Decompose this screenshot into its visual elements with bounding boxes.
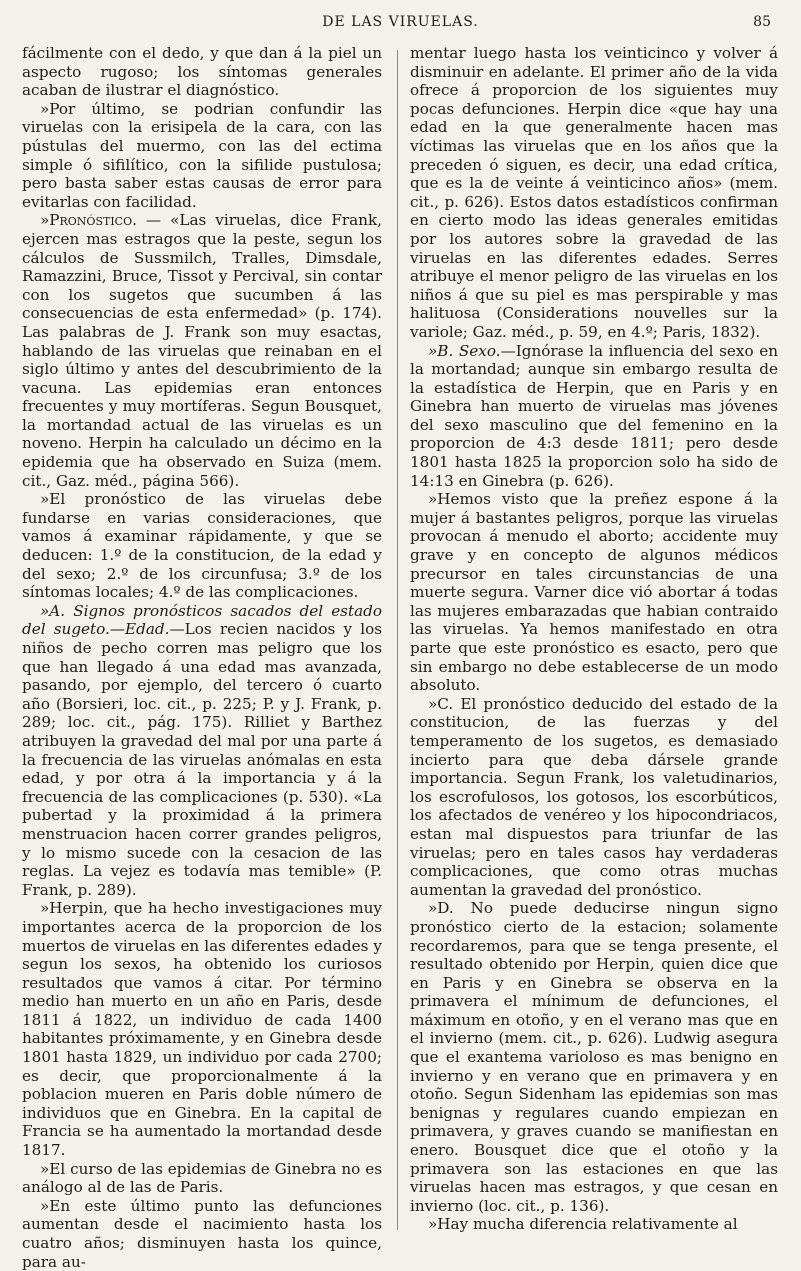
left-column — [22, 44, 382, 1271]
column-divider — [397, 50, 398, 1230]
paragraph — [22, 602, 382, 900]
running-header — [0, 8, 801, 38]
subsection-heading: »A. Signos pronósticos sacados del estado del sugeto.—Edad. — [22, 601, 382, 639]
paragraph-text: —Los recien nacidos y los niños de pecho corren mas peligro que los que han llegado á una edad mas avanzada, pasando, por ejemplo, del tercero ó cuarto año (Borsieri, loc. cit., p. 225; P. y J. Frank, p. 289; loc. cit., pág. 175). Rilliet y Barthez atribuyen la gravedad del mal por una parte á la frecuencia de las viruelas anómalas en esta edad, y por otra á la importancia y á la frecuencia de las complicaciones (p. 530). «La pubertad y la proximidad á la primera menstruacion hacen correr grandes peligros, y lo mismo sucede con la cesacion de las reglas. La vejez es todavía mas temible» (P. Frank, p. 289). — [22, 620, 383, 899]
paragraph — [22, 211, 382, 490]
right-column — [410, 44, 778, 1234]
paragraph: »Hay mucha diferencia relativamente al — [428, 1215, 738, 1234]
paragraph: »En este último punto las defunciones aumentan desde el nacimiento hasta los cuatro años; disminuyen hasta los quince, para au- — [22, 1196, 382, 1271]
paragraph: »El curso de las epidemias de Ginebra no es análogo al de las de Paris. — [22, 1159, 382, 1197]
paragraph: fácilmente con el dedo, y que dan á la piel un aspecto rugoso; los síntomas generales acaban de ilustrar el diagnóstico. — [22, 44, 382, 100]
paragraph — [410, 342, 778, 491]
paragraph: mentar luego hasta los veinticinco y volver á disminuir en adelante. El primer año de la vida ofrece á proporcion de los siguientes muy pocas defunciones. Herpin dice «que hay una edad en la que generalmente hacen mas víctimas las viruelas que en los años que la preceden ó siguen, es decir, una edad crítica, que es la de veinte á veinticinco años» (mem. cit., p. 626). Estos datos estadísticos confirman en cierto modo las ideas generales emitidas por los autores sobre la gravedad de las viruelas en las diferentes edades. Serres atribuye el menor peligro de las viruelas en los niños á que su piel es mas perspirable y mas halituosa (Considerations nouvelles sur la variole; Gaz. méd., p. 59, en 4.º; Paris, 1832). — [410, 44, 778, 341]
paragraph-text: —Ignórase la influencia del sexo en la mortandad; aunque sin embargo resulta de la estadística de Herpin, que en Paris y en Ginebra han muerto de viruelas mas jóvenes del sexo masculino que del femenino en la proporcion de 4:3 desde 1811; pero desde 1801 hasta 1825 la proporcion solo ha sido de 14:13 en Ginebra (p. 626). — [410, 341, 779, 490]
paragraph: »Hemos visto que la preñez espone á la mujer á bastantes peligros, porque las viruelas provocan á menudo el aborto; accidente muy grave y en concepto de algunos médicos precursor en tales circunstancias de una muerte segura. Varner dice vió abortar á todas las mujeres embarazadas que habian contraido las viruelas. Ya hemos manifestado en otra parte que este pronóstico es esacto, pero que sin embargo no debe establecerse de un modo absoluto. — [410, 490, 778, 695]
section-heading: »Pronóstico. — [40, 211, 137, 230]
paragraph: »El pronóstico de las viruelas debe fundarse en varias consideraciones, que vamos á examinar rápidamente, y que se deducen: 1.º de la constitucion, de la edad y del sexo; 2.º de los circunfusa; 3.º de los síntomas locales; 4.º de las complicaciones. — [22, 490, 382, 602]
page-number: 85 — [753, 14, 771, 30]
paragraph: »D. No puede deducirse ningun signo pronóstico cierto de la estacion; solamente recordaremos, para que se tenga presente, el resultado obtenido por Herpin, quien dice que en Paris y en Ginebra se observa en la primavera el mínimum de defunciones, el máximum en otoño, y en el verano mas que en el invierno (mem. cit., p. 626). Ludwig asegura que el exantema varioloso es mas benigno en invierno y en verano que en primavera y en otoño. Segun Sidenham las epidemias son mas benignas y regulares cuando empiezan en primavera, y graves cuando se manifiestan en enero. Bousquet dice que el otoño y la primavera son las estaciones en que las viruelas hacen mas estragos, y que cesan en invierno (loc. cit., p. 136). — [410, 899, 778, 1215]
paragraph-text: — «Las viruelas, dice Frank, ejercen mas estragos que la peste, segun los cálculos de Sussmilch, Tralles, Dimsdale, Ramazzini, Bruce, Tissot y Percival, sin contar con los sugetos que sucumben á las consecuencias de esta enfermedad» (p. 174). Las palabras de J. Frank son muy esactas, hablando de las viruelas que reinaban en el siglo último y antes del descubrimiento de la vacuna. Las epidemias eran entonces frecuentes y muy mortíferas. Segun Bousquet, la mortandad actual de las viruelas es un noveno. Herpin ha calculado un décimo en la epidemia que ha observado en Suiza (mem. cit., Gaz. méd., página 566). — [22, 211, 382, 490]
paragraph: »Por último, se podrian confundir las viruelas con la erisipela de la cara, con las pústulas del muermo, con las del ectima simple ó sifilítico, con la sifilide pustulosa; pero basta saber estas causas de error para evitarlas con facilidad. — [22, 99, 382, 211]
paragraph: »Herpin, que ha hecho investigaciones muy importantes acerca de la proporcion de los muertos de viruelas en las diferentes edades y segun los sexos, ha obtenido los curiosos resultados que vamos á citar. Por término medio han muerto en un año en Paris, desde 1811 á 1822, un individuo de cada 1400 habitantes próximamente, y en Ginebra desde 1801 hasta 1829, un individuo por cada 2700; es decir, que proporcionalmente á la poblacion mueren en Paris doble número de individuos que en Ginebra. En la capital de Francia se ha aumentado la mortandad desde 1817. — [22, 899, 382, 1160]
subsection-heading: »B. Sexo. — [428, 341, 501, 360]
paragraph: »C. El pronóstico deducido del estado de la constitucion, de las fuerzas y del temperamento de los sugetos, es demasiado incierto para que deba dársele grande importancia. Segun Frank, los valetudinarios, los escrofulosos, los gotosos, los escorbúticos, los afectados de venéreo y los hipocondriacos, estan mal dispuestos para triunfar de las viruelas; pero en tales casos hay verdaderas complicaciones, que como otras muchas aumentan la gravedad del pronóstico. — [410, 694, 778, 899]
running-title: DE LAS VIRUELAS. — [322, 14, 479, 30]
